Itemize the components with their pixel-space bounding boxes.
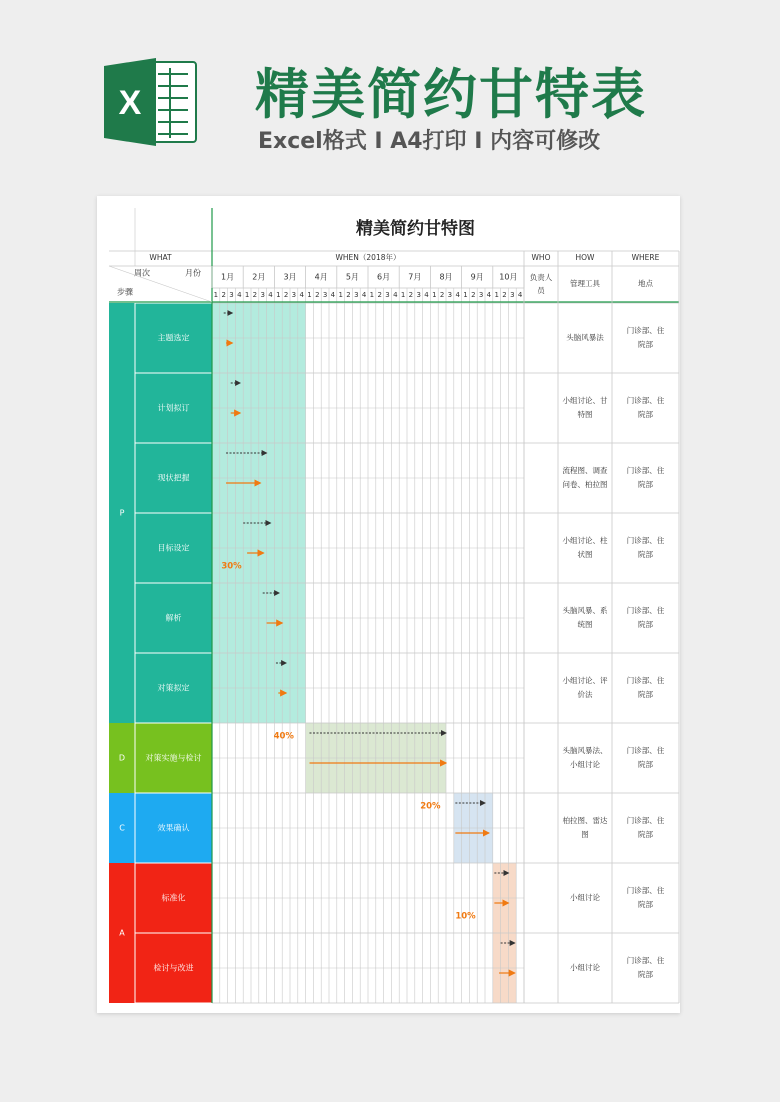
week-number: 4 (330, 291, 336, 299)
where-cell: 院部 (638, 550, 653, 559)
month-label: 3月 (283, 272, 297, 282)
week-number: 2 (471, 291, 476, 299)
how-cell: 小组讨论、评 (562, 676, 608, 685)
week-number: 1 (463, 291, 468, 299)
week-number: 2 (502, 291, 507, 299)
how-cell: 头脑风暴法 (566, 333, 604, 342)
where-cell: 院部 (638, 340, 653, 349)
week-number: 2 (377, 291, 382, 299)
where-label: WHERE (631, 253, 660, 262)
where-cell: 门诊部、住 (626, 746, 665, 755)
week-number: 3 (260, 291, 265, 299)
task-name: 计划拟订 (157, 403, 190, 413)
week-number: 3 (478, 291, 484, 299)
phase-label: P (119, 508, 125, 518)
week-number: 2 (315, 291, 320, 299)
logo-letter: X (118, 84, 142, 122)
month-label: 6月 (377, 272, 391, 282)
task-name: 效果确认 (157, 823, 190, 833)
phase-label: A (119, 928, 125, 938)
week-number: 4 (393, 291, 398, 299)
how-cell: 图 (581, 830, 589, 839)
week-number: 3 (291, 291, 297, 299)
task-name: 检讨与改进 (153, 963, 194, 973)
week-number: 2 (283, 291, 289, 299)
week-number: 2 (346, 291, 351, 299)
where-cell: 门诊部、住 (626, 326, 665, 335)
week-number: 4 (268, 291, 273, 299)
week-number: 1 (369, 291, 375, 299)
where-cell: 门诊部、住 (626, 956, 665, 965)
where-cell: 门诊部、住 (626, 816, 665, 825)
what-label: WHAT (149, 253, 172, 262)
week-number: 4 (299, 291, 304, 299)
week-number: 1 (276, 291, 281, 299)
week-number: 3 (354, 291, 359, 299)
where-cell: 门诊部、住 (626, 466, 665, 475)
week-number: 4 (486, 291, 492, 299)
who-sub-label: 负责人 (529, 273, 553, 282)
week-number: 1 (432, 291, 437, 299)
month-label: 7月 (408, 272, 422, 282)
week-number: 3 (229, 291, 234, 299)
week-number: 3 (322, 291, 328, 299)
percent-label: 20% (420, 801, 441, 812)
how-label: HOW (575, 253, 595, 262)
who-label: WHO (531, 253, 551, 262)
month-label: 8月 (439, 272, 453, 282)
page-subtitle: Excel格式 I A4打印 I 内容可修改 (258, 129, 601, 154)
week-number: 1 (494, 291, 499, 299)
week-number: 4 (361, 291, 367, 299)
week-number: 3 (447, 291, 453, 299)
how-cell: 小组讨论、柱 (562, 536, 608, 545)
week-number: 1 (213, 291, 219, 299)
task-name: 现状把握 (157, 473, 190, 483)
week-number: 3 (416, 291, 421, 299)
month-label: 2月 (252, 272, 266, 282)
week-number: 3 (385, 291, 390, 299)
where-cell: 院部 (638, 410, 653, 419)
months-label: 月份 (185, 268, 201, 278)
where-cell: 院部 (638, 830, 653, 839)
task-name: 对策实施与检讨 (145, 753, 202, 763)
week-number: 1 (307, 291, 312, 299)
when-label: WHEN（2018年） (335, 253, 401, 262)
how-cell: 状图 (577, 550, 593, 559)
how-cell: 价法 (577, 690, 593, 699)
month-label: 4月 (314, 272, 328, 282)
month-label: 9月 (470, 272, 484, 282)
percent-label: 40% (273, 731, 294, 742)
week-number: 2 (439, 291, 445, 299)
steps-label: 步骤 (117, 287, 133, 297)
how-cell: 统图 (577, 620, 593, 629)
how-cell: 小组讨论 (570, 760, 600, 769)
percent-label: 10% (455, 911, 476, 922)
where-cell: 院部 (638, 690, 653, 699)
how-cell: 小组讨论 (570, 893, 600, 902)
how-cell: 流程图、调查 (562, 466, 608, 475)
task-name: 目标设定 (157, 543, 190, 553)
week-number: 4 (237, 291, 242, 299)
task-name: 主题选定 (157, 333, 190, 343)
week-number: 1 (244, 291, 250, 299)
where-cell: 院部 (638, 480, 653, 489)
where-sub-label: 地点 (638, 279, 653, 288)
phase-label: C (119, 823, 125, 833)
page-header (0, 0, 780, 190)
where-cell: 门诊部、住 (626, 676, 665, 685)
sheet-title: 精美简约甘特图 (356, 219, 475, 239)
where-cell: 门诊部、住 (626, 886, 665, 895)
how-sub-label: 管理工具 (570, 279, 600, 288)
month-label: 1月 (221, 272, 235, 282)
week-number: 1 (338, 291, 343, 299)
task-name: 解析 (165, 613, 182, 623)
who-sub-label: 员 (537, 286, 545, 295)
how-cell: 头脑风暴法、 (562, 746, 608, 755)
how-cell: 小组讨论、甘 (562, 396, 608, 405)
how-cell: 问卷、柏拉图 (562, 480, 608, 489)
week-number: 4 (455, 291, 460, 299)
week-number: 1 (400, 291, 406, 299)
phase-label: D (118, 753, 126, 763)
gantt-sheet (97, 196, 680, 1013)
how-cell: 头脑风暴、系 (562, 606, 608, 615)
task-name: 对策拟定 (157, 683, 190, 693)
percent-label: 30% (221, 561, 242, 572)
gantt-table (97, 196, 680, 1013)
where-cell: 院部 (638, 970, 653, 979)
how-cell: 特图 (577, 410, 593, 419)
week-number: 2 (408, 291, 414, 299)
task-name: 标准化 (161, 893, 186, 903)
month-label: 5月 (345, 272, 359, 282)
how-cell: 柏拉图、雷达 (562, 816, 608, 825)
week-number: 4 (424, 291, 429, 299)
where-cell: 院部 (638, 620, 653, 629)
where-cell: 门诊部、住 (626, 536, 665, 545)
where-cell: 门诊部、住 (626, 606, 665, 615)
week-number: 3 (510, 291, 515, 299)
week-number: 2 (252, 291, 258, 299)
week-number: 4 (517, 291, 523, 299)
where-cell: 院部 (638, 900, 653, 909)
week-number: 2 (221, 291, 226, 299)
where-cell: 门诊部、住 (626, 396, 665, 405)
month-label: 10月 (499, 272, 518, 282)
how-cell: 小组讨论 (570, 963, 600, 972)
page-title: 精美简约甘特表 (255, 63, 647, 126)
excel-icon (100, 52, 200, 152)
where-cell: 院部 (638, 760, 653, 769)
weeks-label: 周次 (134, 268, 150, 278)
